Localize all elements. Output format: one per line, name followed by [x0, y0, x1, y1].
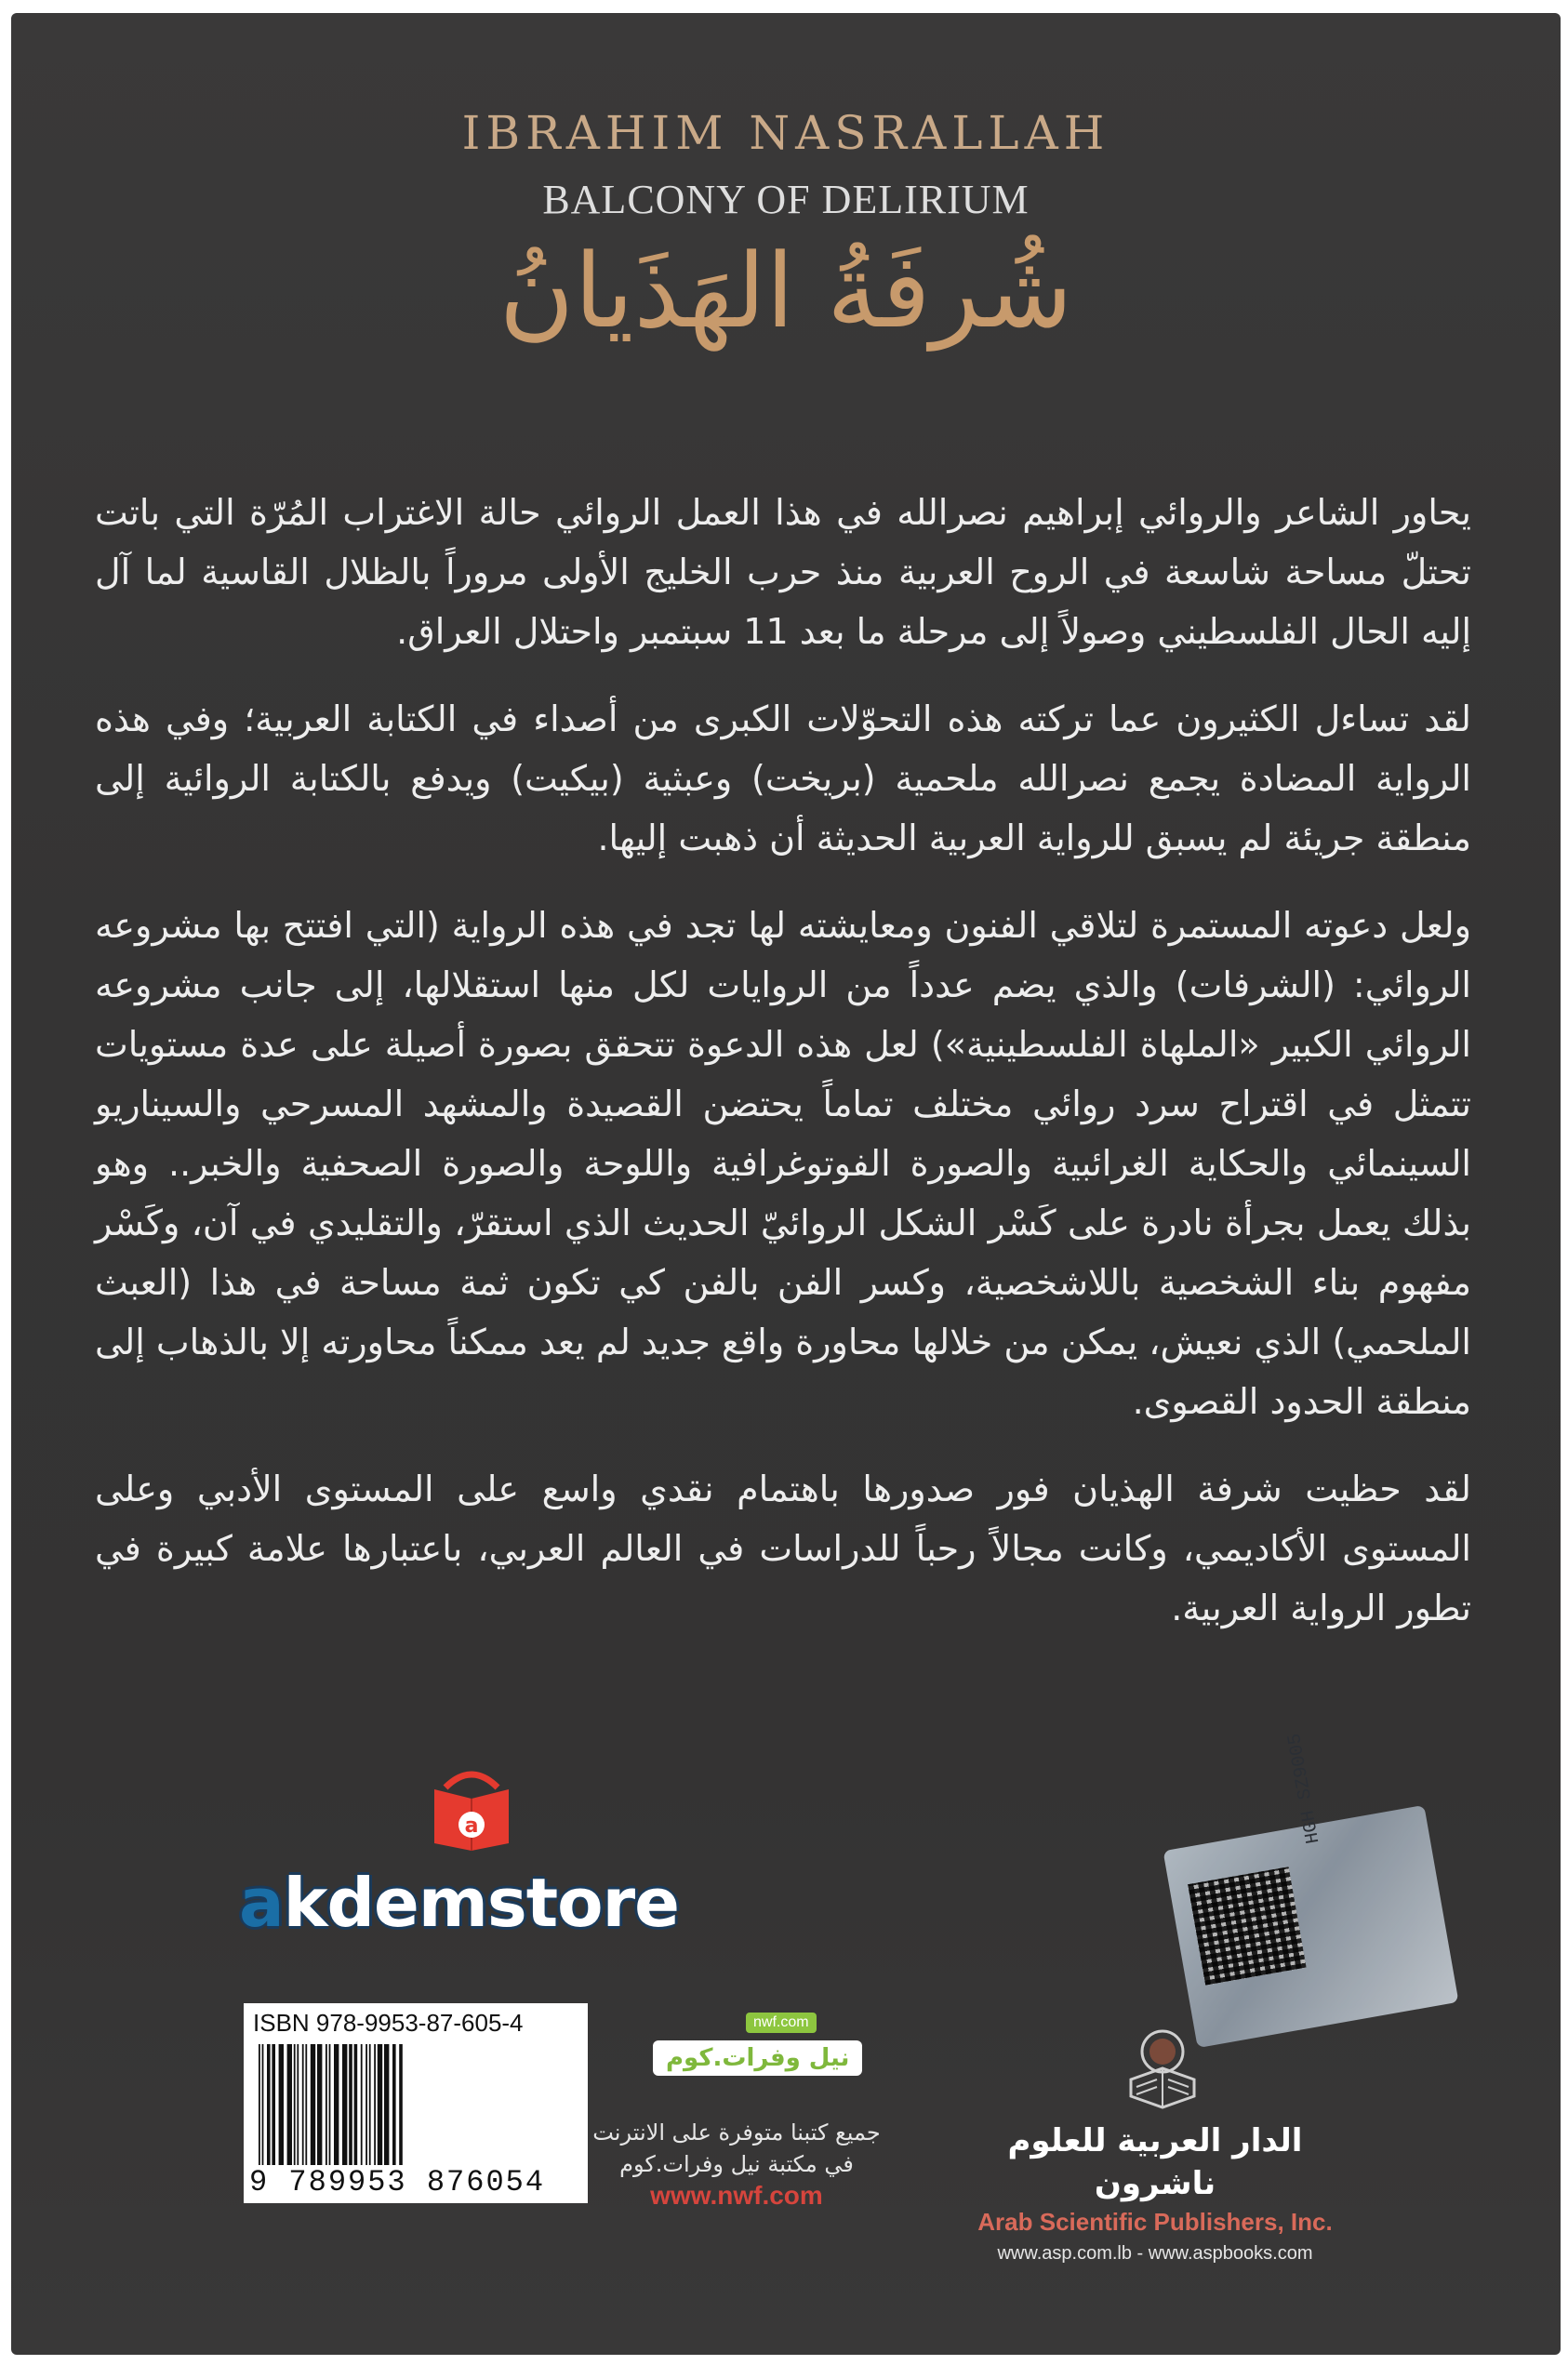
nwf-line-2: في مكتبة نيل وفرات.كوم: [619, 2151, 854, 2177]
barcode-bar: [399, 2044, 403, 2165]
blurb-paragraph-2: لقد تساءل الكثيرون عما تركته هذه التحوّلات الكبرى من أصداء في الكتابة العربية؛ وفي هذه الرواية المضادة يجمع نصرالله ملحمية (بريخت) وعبثية (بيكيت) ويدفع بالكتابة الروائية إلى منطقة جريئة لم يسبق للرواية العربية الحديثة أن ذهبت إليها.: [95, 698, 1471, 858]
cover-panel: [11, 13, 1561, 2355]
barcode-bar: [384, 2044, 389, 2165]
nwf-line-1: جميع كتبنا متوفرة على الانترنت: [592, 2119, 881, 2146]
author-name: IBRAHIM NASRALLAH: [461, 106, 1110, 160]
badge-letter: a: [464, 1814, 479, 1838]
sticker-code: HGH SZ9005: [1283, 1731, 1325, 1846]
barcode-panel: [244, 2003, 588, 2203]
barcode-bar: [294, 2044, 296, 2165]
barcode-bar: [259, 2044, 260, 2165]
blurb-paragraph-4: لقد حظيت شرفة الهذيان فور صدورها باهتمام نقدي واسع على المستوى الأدبي وعلى المستوى الأكاديمي، وكانت مجالاً رحباً للدراسات في العالم العربي، باعتبارها علامة كبيرة في تطور الرواية العربية.: [95, 1468, 1471, 1628]
publisher-name-arabic: الدار العربية للعلوم ناشرون: [1007, 2122, 1303, 2202]
publisher-block: [960, 2119, 1350, 2268]
security-sticker: [1163, 1731, 1458, 2048]
nwf-url: www.nwf.com: [650, 2181, 823, 2210]
ean-digits: 9 789953 876054: [249, 2165, 546, 2199]
store-logo-text: [239, 1864, 679, 1942]
isbn-text: ISBN 978-9953-87-605-4: [253, 2009, 524, 2037]
barcode-bar: [287, 2044, 292, 2165]
publisher-name-english: Arab Scientific Publishers, Inc.: [977, 2208, 1333, 2236]
publisher-emblem-icon: [1118, 2022, 1207, 2111]
store-logo-a: a: [239, 1864, 284, 1942]
blurb-paragraph-3: ولعل دعوته المستمرة لتلاقي الفنون ومعايشته لها تجد في هذه الرواية (التي افتتح بها مشروعه الروائي: (الشرفات) والذي يضم عدداً من الروايات لكل منها استقلالها، إلى جانب مشروعه الروائي الكبير «الملهاة الفلسطينية») لعل هذه الدعوة تتحقق بصورة أصيلة على عدة مستويات تتمثل في اقتراح سرد روائي مختلف تماماً يحتضن القصيدة والمشهد المسرحي والسيناريو السينمائي والحكاية الغرائبية والصورة الفوتوغرافية واللوحة والصورة الصحفية والخبر.. وهو بذلك يعمل بجرأة نادرة على كَسْر الشكل الروائيّ الحديث الذي استقرّ، والتقليدي في آن، وكَسْر مفهوم بناء الشخصية باللاشخصية، وكسر الفن بالفن كي تكون ثمة مساحة في هذا (العبث الملحمي) الذي نعيش، يمكن من خلالها محاورة واقع جديد لم يعد ممكناً محاورته إلا بالذهاب إلى منطقة الحدود القصوى.: [95, 905, 1471, 1422]
store-logo-rest: kdemstore: [283, 1864, 679, 1942]
nwf-logo: [644, 2013, 850, 2096]
barcode-bar: [302, 2044, 304, 2165]
barcode-bar: [342, 2044, 347, 2165]
nwf-info: [578, 2117, 895, 2212]
barcode-bar: [365, 2044, 367, 2165]
barcode-bar: [267, 2044, 271, 2165]
publisher-websites: www.asp.com.lb - www.aspbooks.com: [997, 2243, 1313, 2264]
nwf-tag: nwf.com: [746, 2013, 817, 2033]
title-arabic: شُرفَةُ الهَذَيانُ: [498, 232, 1073, 351]
barcode-bar: [297, 2044, 299, 2165]
akdemstore-logo: [239, 1761, 732, 1947]
barcode-bars: [255, 2044, 577, 2165]
barcode-bar: [311, 2044, 315, 2165]
barcode-bar: [262, 2044, 264, 2165]
barcode-bar: [279, 2044, 284, 2165]
barcode-bar: [392, 2044, 396, 2165]
barcode-bar: [272, 2044, 275, 2165]
blurb-paragraph-1: يحاور الشاعر والروائي إبراهيم نصرالله في هذا العمل الروائي حالة الاغتراب المُرّة التي باتت تحتلّ مساحة شاسعة في الروح العربية منذ حرب الخليج الأولى مروراً بالظلال القاسية لما آل إليه الحال الفلسطيني وصولاً إلى مرحلة ما بعد 11 سبتمبر واحتلال العراق.: [95, 492, 1471, 652]
barcode-bar: [378, 2044, 382, 2165]
barcode-bar: [369, 2044, 371, 2165]
qr-code-icon: [1188, 1867, 1306, 1985]
title-english: BALCONY OF DELIRIUM: [542, 177, 1030, 222]
barcode-bar: [305, 2044, 307, 2165]
barcode-bar: [334, 2044, 339, 2165]
blurb-text: [95, 483, 1471, 1666]
barcode-bar: [329, 2044, 331, 2165]
barcode-bar: [361, 2044, 363, 2165]
barcode-bar: [374, 2044, 376, 2165]
barcode-bar: [354, 2044, 358, 2165]
nwf-name: نيل وفرات.كوم: [653, 2040, 862, 2076]
barcode-bar: [317, 2044, 322, 2165]
book-cart-icon: [425, 1761, 518, 1851]
barcode-bar: [326, 2044, 327, 2165]
barcode-bar: [349, 2044, 352, 2165]
